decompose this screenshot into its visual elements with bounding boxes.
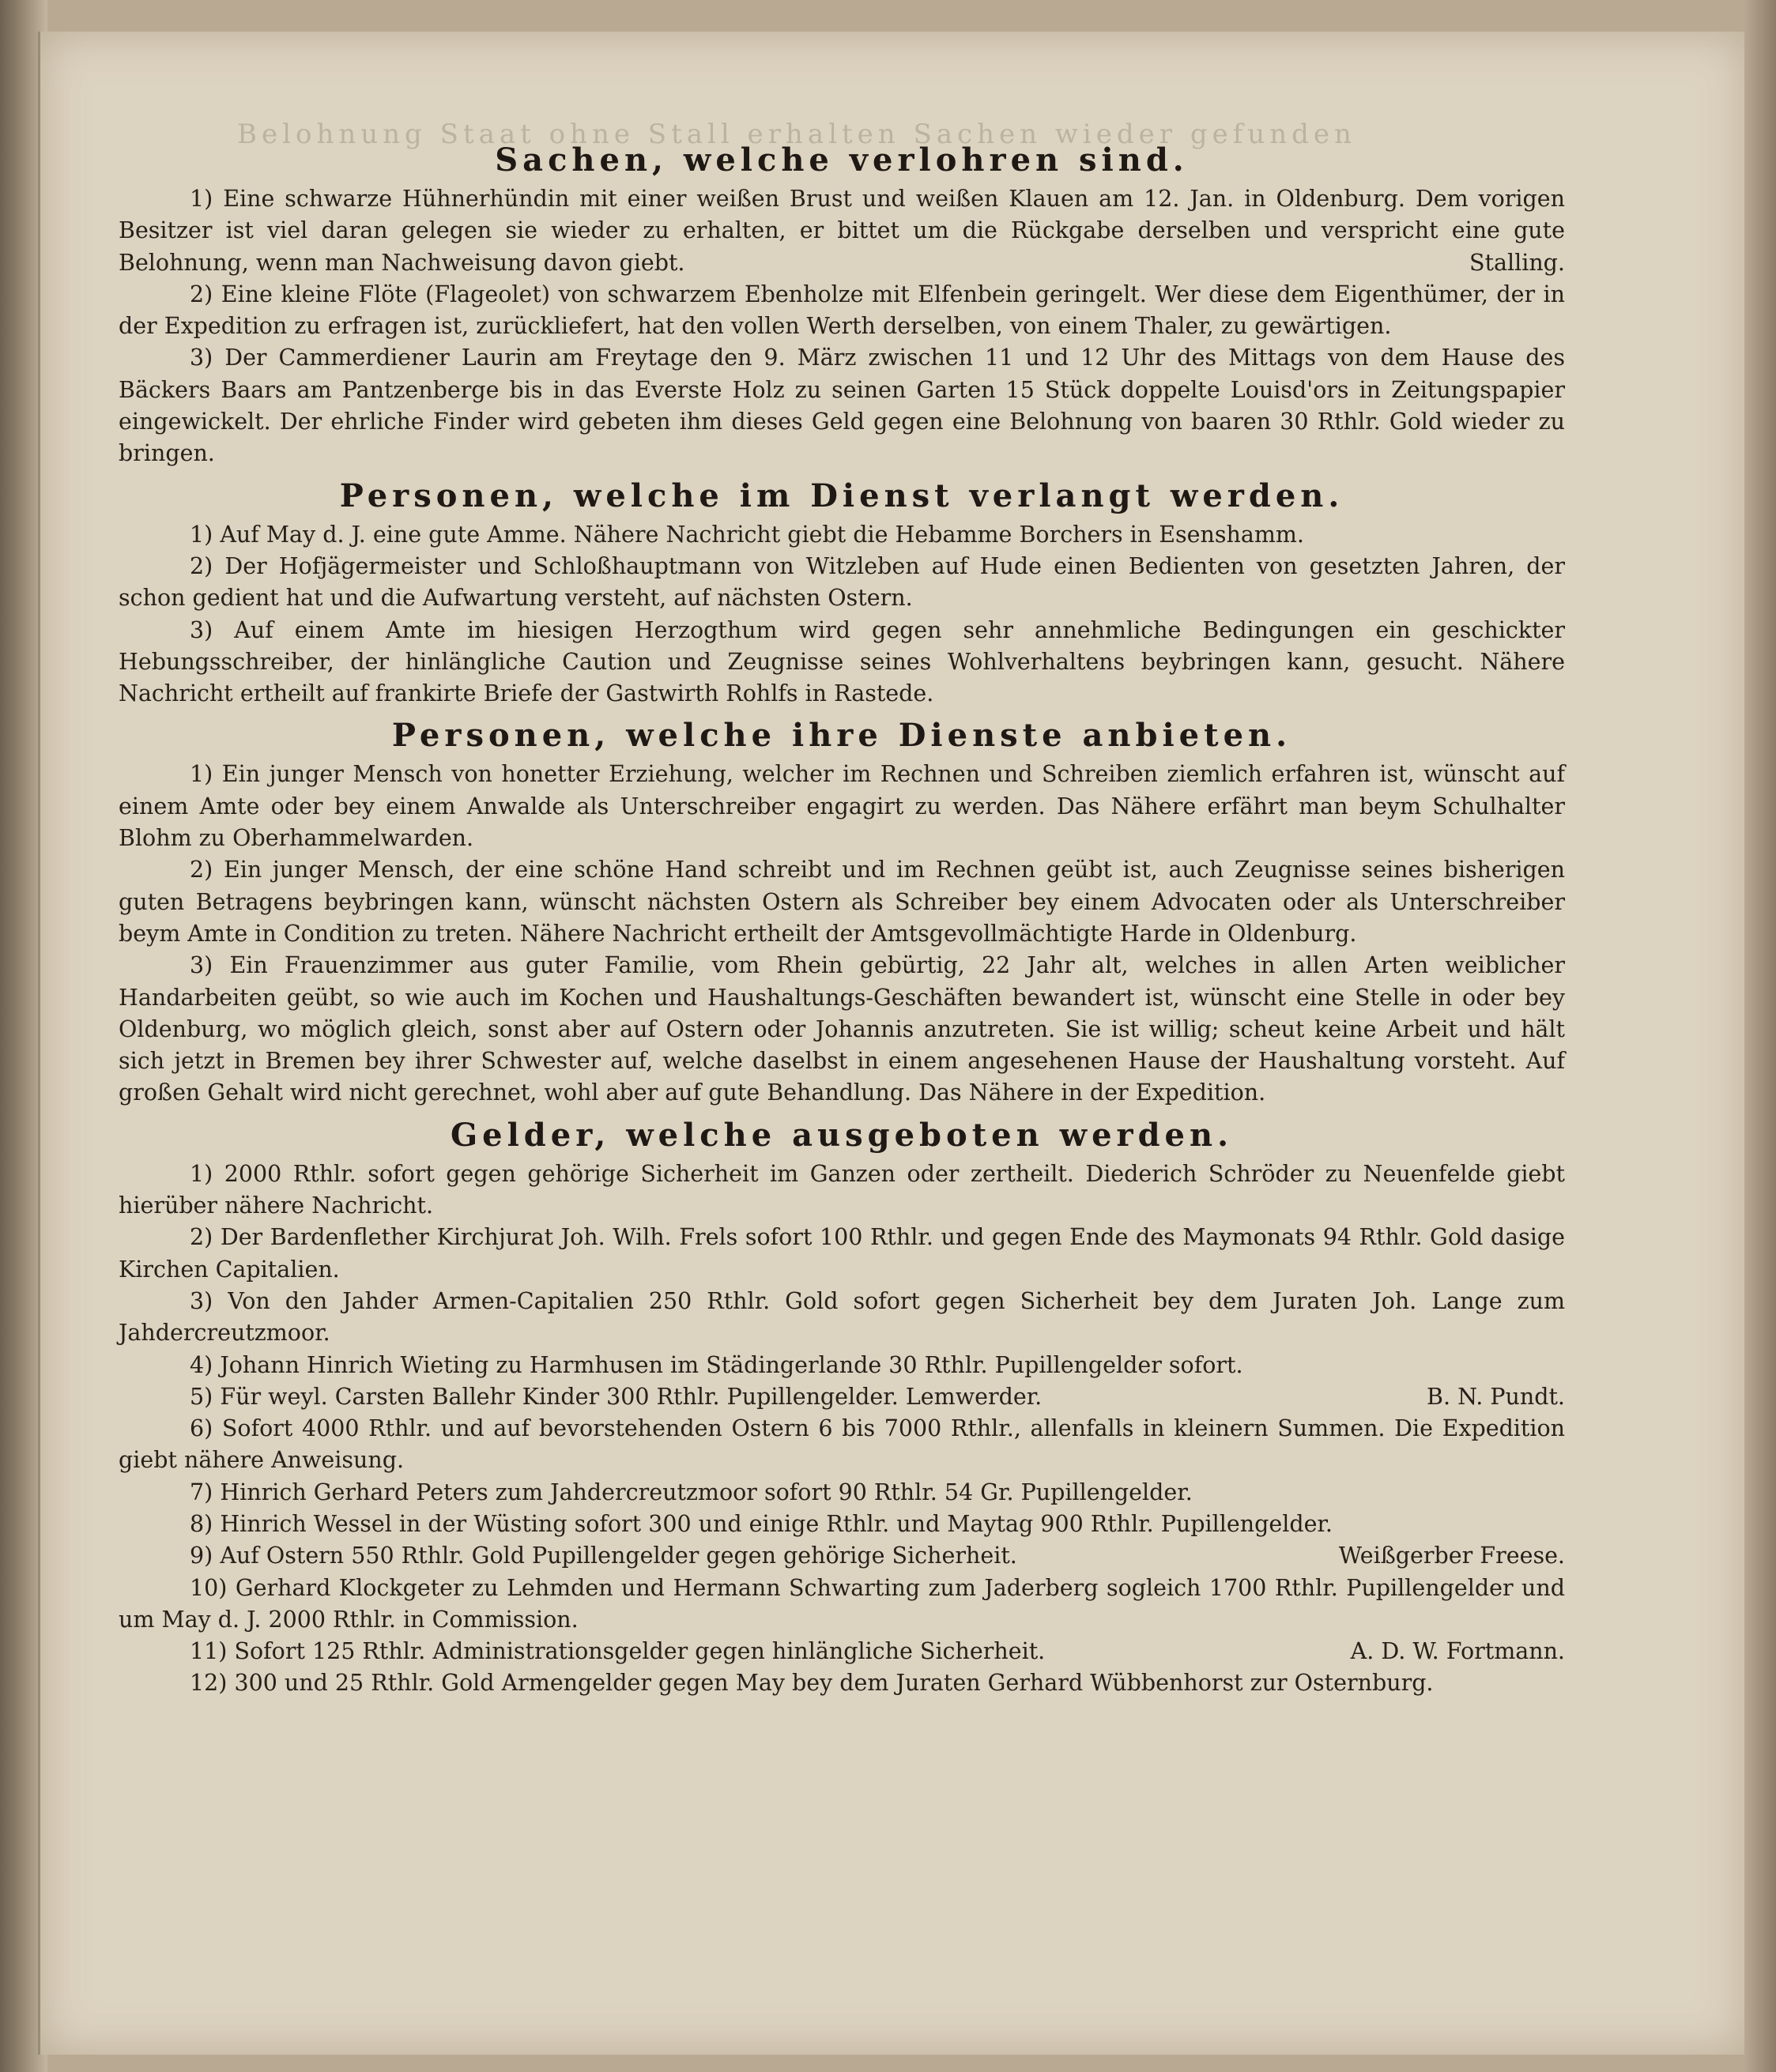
item-number: 2) (190, 1224, 213, 1251)
item-number: 4) (190, 1351, 213, 1378)
item-number: 2) (190, 857, 213, 883)
section-heading: Gelder, welche ausgeboten werden. (450, 1116, 1234, 1154)
notice-item (119, 1509, 1565, 1540)
item-text: Eine schwarze Hühnerhündin mit einer weißen Brust und weißen Klauen am 12. Jan. in Oldenburg. Dem vorigen Besitzer ist viel daran gelegen sie wieder zu erhalten, er bittet um die Rückgabe derselben und verspricht eine gute Belohnung, wenn man Nachweisung davon giebt. (119, 186, 1565, 276)
item-number: 3) (190, 952, 213, 979)
notice-item (119, 1573, 1565, 1637)
item-number: 3) (190, 616, 213, 643)
item-number: 12) (190, 1670, 228, 1697)
item-text: Auf May d. J. eine gute Amme. Nähere Nachricht giebt die Hebamme Borchers in Esenshamm. (220, 521, 1304, 548)
item-text: Hinrich Wessel in der Wüsting sofort 300 und einige Rthlr. und Maytag 900 Rthlr. Pupillengelder. (220, 1510, 1333, 1537)
item-text: Eine kleine Flöte (Flageolet) von schwarzem Ebenholze mit Elfenbein geringelt. Wer diese dem Eigenthümer, der in der Expedition zu erfragen ist, zurückliefert, hat den vollen Werth derselben, von einem Thaler, zu gewärtigen. (119, 281, 1565, 340)
item-number: 3) (190, 345, 213, 371)
item-signature: Weißgerber Freese. (1338, 1543, 1565, 1569)
item-text: Der Cammerdiener Laurin am Freytage den 9. März zwischen 11 und 12 Uhr des Mittags von dem Hause des Bäckers Baars am Pantzenberge bis in das Everste Holz zu seinen Garten 15 Stück doppelte Louisd'ors in Zeitungspapier eingewickelt. Der ehrliche Finder wird gebeten ihm dieses Geld gegen eine Belohnung von baaren 30 Rthlr. Gold wieder zu bringen. (119, 345, 1565, 467)
notice-item (119, 1540, 1565, 1572)
item-text: Ein Frauenzimmer aus guter Familie, vom Rhein gebürtig, 22 Jahr alt, welches in allen Arten weiblicher Handarbeiten geübt, so wie auch im Kochen und Haushaltungs-Geschäften bewandert ist, wünscht eine Stelle in oder bey Oldenburg, wo möglich gleich, sonst aber auf Ostern oder Johannis anzutreten. Sie ist willig; scheut keine Arbeit und hält sich jetzt in Bremen bey ihrer Schwester auf, welche daselbst in einem angesehenen Hause der Haushaltung vorsteht. Auf großen Gehalt wird nicht gerechnet, wohl aber auf gute Behandlung. Das Nähere in der Expedition. (119, 952, 1565, 1106)
notice-item (119, 279, 1565, 343)
section-heading: Personen, welche im Dienst verlangt werden. (339, 477, 1344, 514)
item-number: 7) (190, 1479, 213, 1505)
item-text: Der Hofjägermeister und Schloßhauptmann von Witzleben auf Hude einen Bedienten von gesetzten Jahren, der schon gedient hat und die Aufwartung versteht, auf nächsten Ostern. (119, 552, 1565, 612)
item-number: 1) (190, 186, 213, 212)
notice-item (119, 183, 1565, 279)
notice-item (119, 615, 1565, 710)
section-heading: Personen, welche ihre Dienste anbieten. (391, 717, 1292, 755)
section-heading: Sachen, welche verlohren sind. (495, 141, 1189, 179)
item-text: Johann Hinrich Wieting zu Harmhusen im Städingerlande 30 Rthlr. Pupillengelder sofort. (220, 1351, 1243, 1378)
item-text: Auf Ostern 550 Rthlr. Gold Pupillengelder gegen gehörige Sicherheit. (220, 1543, 1017, 1569)
notice-item (119, 1413, 1565, 1477)
notice-item (119, 1381, 1565, 1413)
item-number: 10) (190, 1574, 228, 1601)
item-text: Gerhard Klockgeter zu Lehmden und Hermann Schwarting zum Jaderberg sogleich 1700 Rthlr. Pupillengelder und um May d. J. 2000 Rthlr. in Commission. (119, 1574, 1565, 1633)
notice-item (119, 1222, 1565, 1286)
item-number: 1) (190, 1160, 213, 1187)
item-text: Sofort 125 Rthlr. Administrationsgelder gegen hinlängliche Sicherheit. (234, 1638, 1046, 1665)
notice-item (119, 1667, 1565, 1699)
item-text: 2000 Rthlr. sofort gegen gehörige Sicherheit im Ganzen oder zertheilt. Diederich Schröder zu Neuenfelde giebt hierüber nähere Nachricht. (119, 1160, 1565, 1219)
notice-item (119, 1477, 1565, 1509)
item-number: 2) (190, 281, 213, 307)
item-number: 1) (190, 761, 213, 788)
notice-item (119, 342, 1565, 469)
item-number: 8) (190, 1510, 213, 1537)
page-edge (1744, 0, 1776, 2072)
item-number: 11) (190, 1638, 228, 1665)
item-number: 5) (190, 1383, 213, 1410)
notice-item (119, 1286, 1565, 1350)
item-text: Hinrich Gerhard Peters zum Jahdercreutzmoor sofort 90 Rthlr. 54 Gr. Pupillengelder. (220, 1479, 1193, 1505)
item-text: Für weyl. Carsten Ballehr Kinder 300 Rthlr. Pupillengelder. Lemwerder. (220, 1383, 1043, 1410)
item-text: Sofort 4000 Rthlr. und auf bevorstehenden Ostern 6 bis 7000 Rthlr., allenfalls in kleinern Summen. Die Expedition giebt nähere Anweisung. (119, 1415, 1566, 1474)
notice-item (119, 950, 1565, 1109)
notice-item (119, 1350, 1565, 1381)
item-signature: A. D. W. Fortmann. (1350, 1638, 1565, 1665)
item-number: 3) (190, 1287, 213, 1314)
notice-item (119, 519, 1565, 551)
notice-item (119, 759, 1565, 854)
page-content (119, 134, 1565, 1700)
item-number: 2) (190, 552, 213, 579)
item-number: 9) (190, 1543, 213, 1569)
notice-item (119, 551, 1565, 615)
bleed-through-text: Belohnung Staat ohne Stall erhalten Sachen wieder gefunden (237, 119, 1356, 150)
item-signature: B. N. Pundt. (1427, 1383, 1565, 1410)
item-signature: Stalling. (1469, 249, 1565, 276)
notice-item (119, 1636, 1565, 1667)
item-text: Ein junger Mensch, der eine schöne Hand schreibt und im Rechnen geübt ist, auch Zeugnisse seines bisherigen guten Betragens beybringen kann, wünscht nächsten Ostern als Schreiber bey einem Advocaten oder als Unterschreiber beym Amte in Condition zu treten. Nähere Nachricht ertheilt der Amtsgevollmächtigte Harde in Oldenburg. (119, 857, 1565, 947)
item-text: Ein junger Mensch von honetter Erziehung, welcher im Rechnen und Schreiben ziemlich erfahren ist, wünscht auf einem Amte oder bey einem Anwalde als Unterschreiber engagirt zu werden. Das Nähere erfährt man beym Schulhalter Blohm zu Oberhammelwarden. (119, 761, 1565, 852)
item-number: 1) (190, 521, 213, 548)
notice-item (119, 1158, 1565, 1222)
item-text: Von den Jahder Armen-Capitalien 250 Rthlr. Gold sofort gegen Sicherheit bey dem Juraten Joh. Lange zum Jahdercreutzmoor. (119, 1287, 1565, 1347)
item-text: Auf einem Amte im hiesigen Herzogthum wird gegen sehr annehmliche Bedingungen ein geschickter Hebungsschreiber, der hinlängliche Caution und Zeugnisse seines Wohlverhaltens beybringen kann, gesucht. Nähere Nachricht ertheilt auf frankirte Briefe der Gastwirth Rohlfs in Rastede. (119, 616, 1566, 707)
item-text: 300 und 25 Rthlr. Gold Armengelder gegen May bey dem Juraten Gerhard Wübbenhorst zur Osternburg. (234, 1670, 1434, 1697)
item-number: 6) (190, 1415, 213, 1442)
notice-item (119, 854, 1565, 950)
item-text: Der Bardenflether Kirchjurat Joh. Wilh. Frels sofort 100 Rthlr. und gegen Ende des Maymonats 94 Rthlr. Gold dasige Kirchen Capitalien. (119, 1224, 1566, 1283)
